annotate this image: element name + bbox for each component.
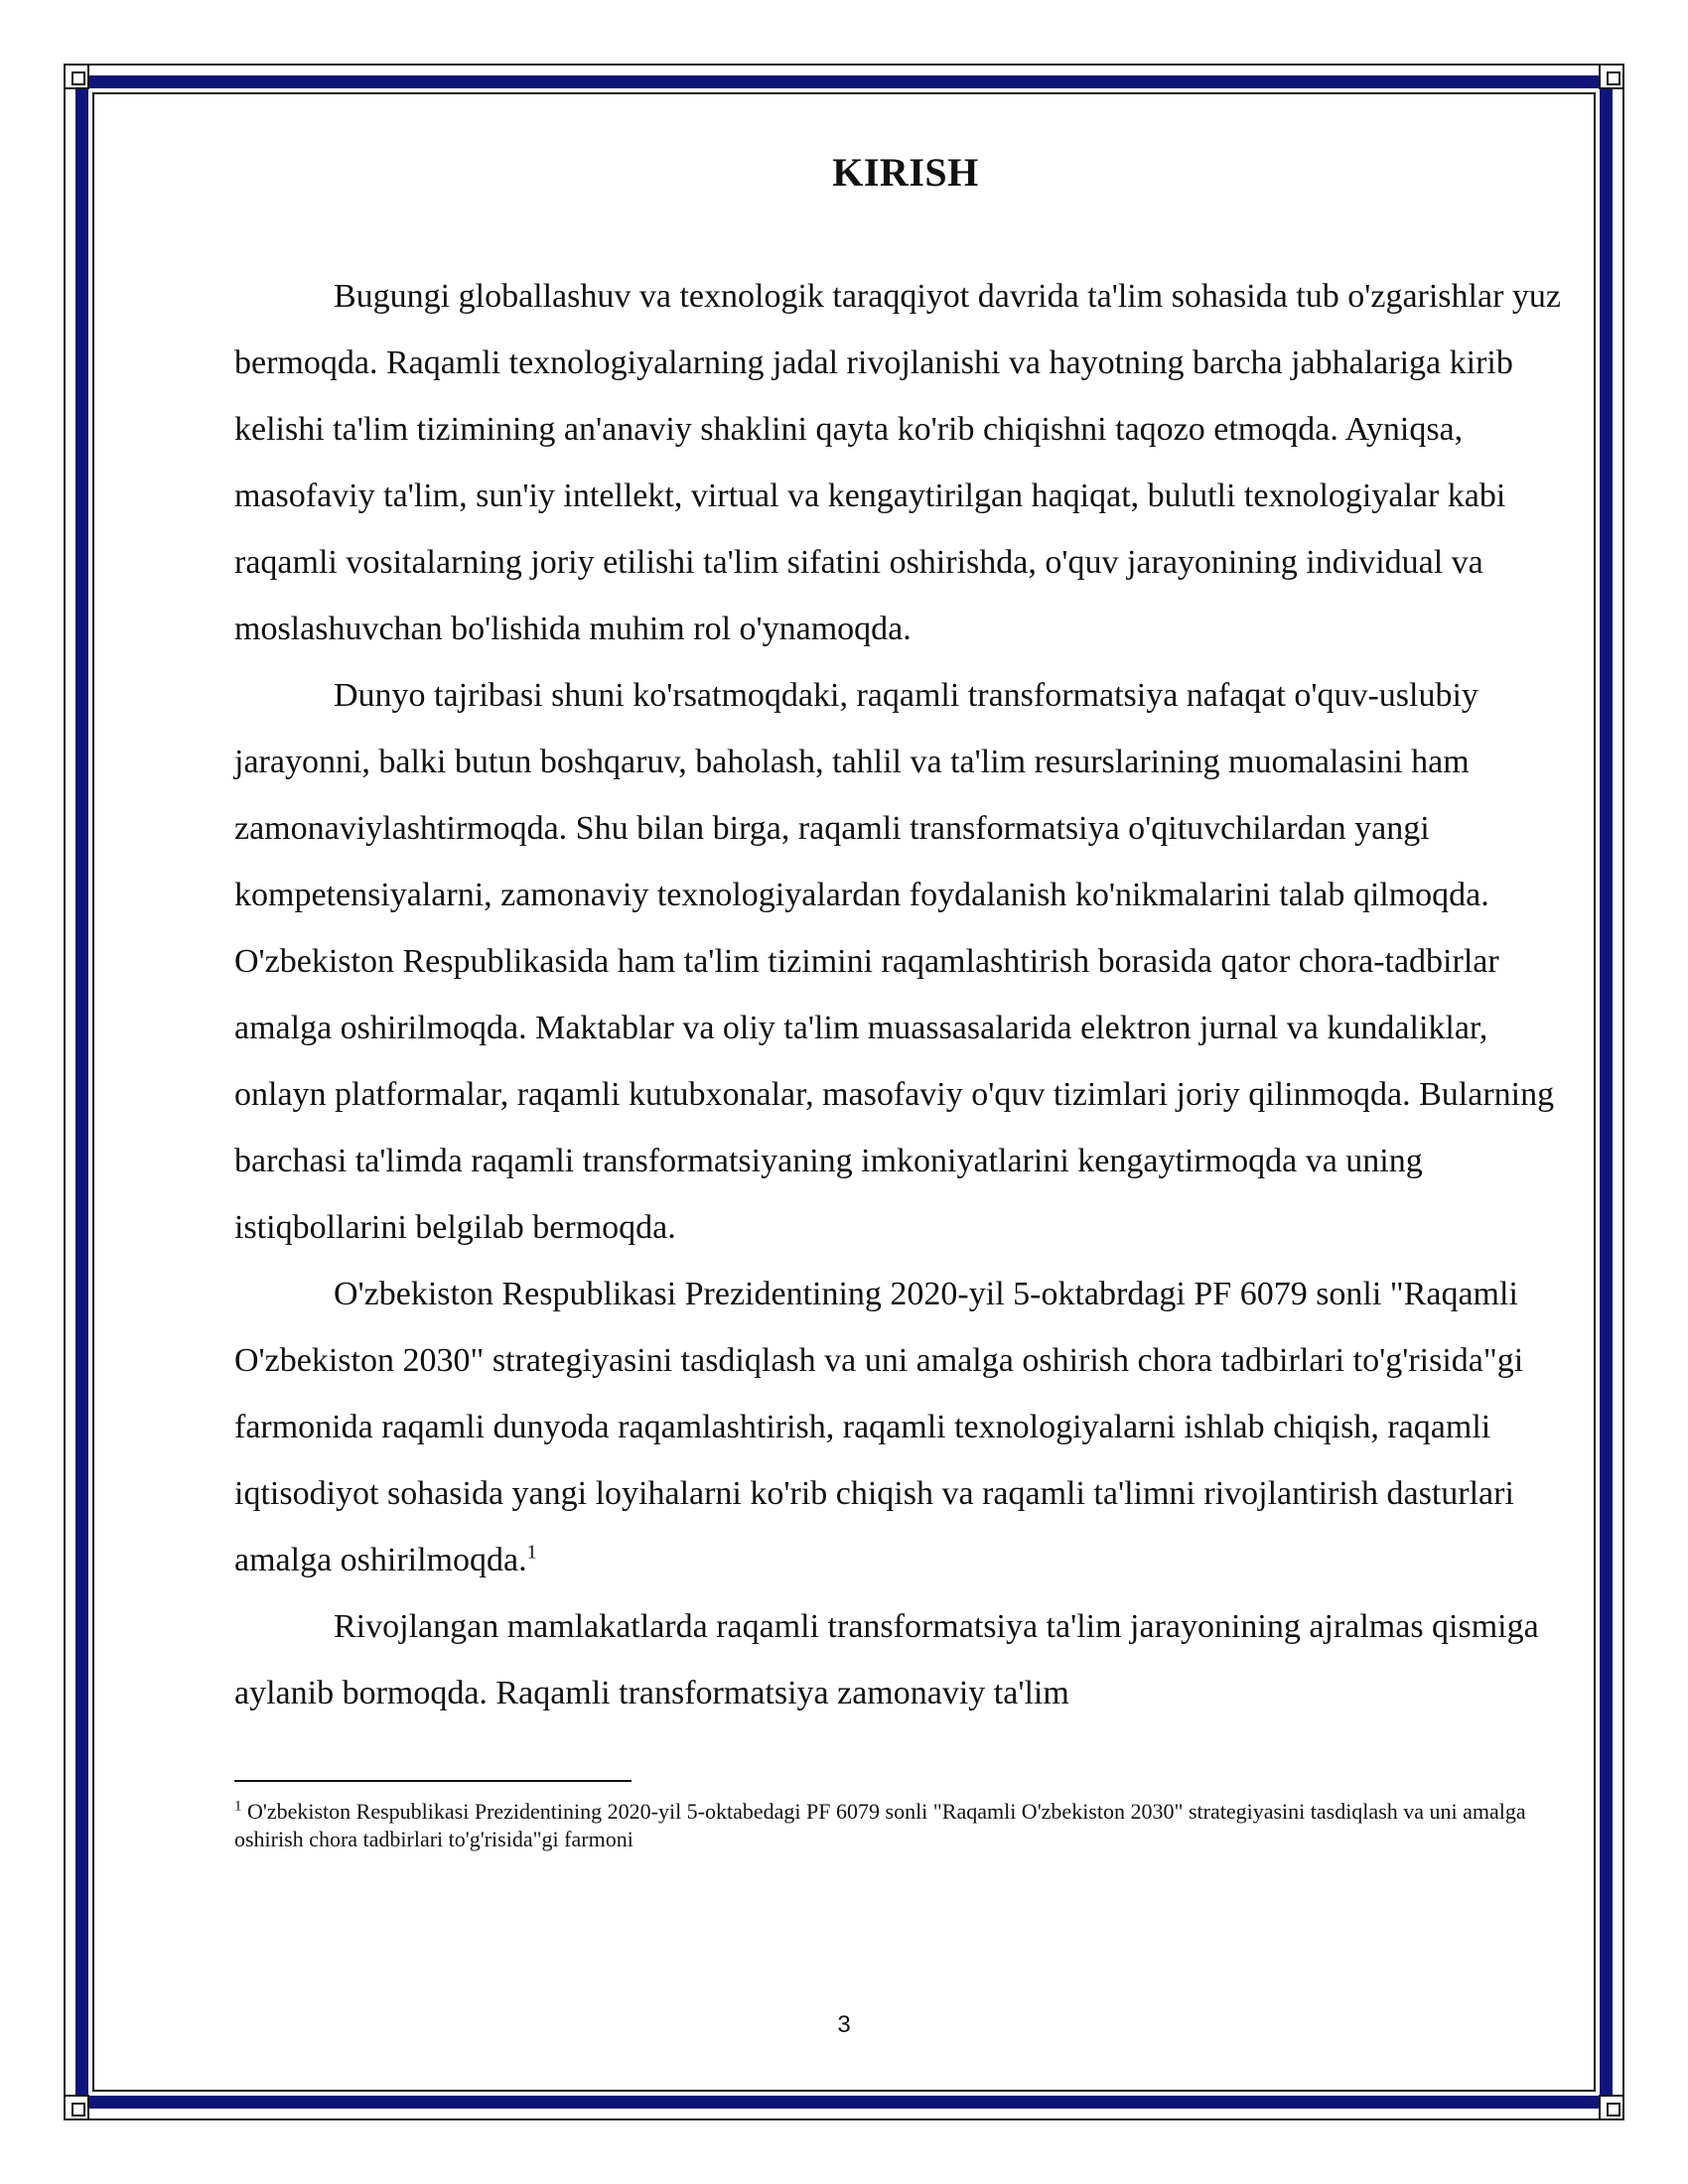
footnote-separator <box>234 1780 632 1782</box>
corner-ornament-bottom-left <box>64 2095 89 2120</box>
footnote-text: O'zbekiston Respublikasi Prezidentining 2020-yil 5-oktabedagi PF 6079 sonli "Raqamli O'zbekiston 2030" strategiyasini tasdiqlash va uni amalga oshirish chora tadbirlari to'g'risida"gi farmoni <box>234 1799 1526 1851</box>
footnote-mark: 1 <box>234 1798 242 1815</box>
paragraph-1 <box>234 263 1577 662</box>
paragraph-3-text: O'zbekiston Respublikasi Prezidentining 2020-yil 5-oktabrdagi PF 6079 sonli "Raqamli O'zbekiston 2030" strategiyasini tasdiqlash va uni amalga oshirish chora tadbirlari to'g'risida"gi farmonida raqamli dunyoda raqamlashtirish, raqamli texnologiyalarni ishlab chiqish, raqamli iqtisodiyot sohasida yangi loyihalarni ko'rib chiqish va raqamli ta'limni rivojlantirish dasturlari amalga oshirilmoqda. <box>234 1276 1524 1578</box>
paragraph-4 <box>234 1593 1577 1726</box>
footnote <box>234 1798 1577 1853</box>
page-content <box>234 149 1577 1853</box>
page-title: KIRISH <box>832 150 979 195</box>
paragraph-2 <box>234 662 1577 1261</box>
paragraph-4-text: Rivojlangan mamlakatlarda raqamli transformatsiya ta'lim jarayonining ajralmas qismiga aylanib bormoqda. Raqamli transformatsiya zamonaviy ta'lim <box>234 1608 1539 1711</box>
paragraph-2-text: Dunyo tajribasi shuni ko'rsatmoqdaki, raqamli transformatsiya nafaqat o'quv-uslubiy jarayonni, balki butun boshqaruv, baholash, tahlil va ta'lim resurslarining muomalasini ham zamonaviylashtirmoqda. Shu bilan birga, raqamli transformatsiya o'qituvchilardan yangi kompetensiyalarni, zamonaviy texnologiyalardan foydalanish ko'nikmalarini talab qilmoqda. O'zbekiston Respublikasida ham ta'lim tizimini raqamlashtirish borasida qator chora-tadbirlar amalga oshirilmoqda. Maktablar va oliy ta'lim muassasalarida elektron jurnal va kundaliklar, onlayn platformalar, raqamli kutubxonalar, masofaviy o'quv tizimlari joriy qilinmoqda. Bularning barchasi ta'limda raqamli transformatsiyaning imkoniyatlarini kengaytirmoqda va uning istiqbollarini belgilab bermoqda. <box>234 677 1555 1246</box>
paragraph-3 <box>234 1261 1577 1593</box>
corner-ornament-top-right <box>1599 64 1624 89</box>
paragraph-1-text: Bugungi globallashuv va texnologik taraqqiyot davrida ta'lim sohasida tub o'zgarishlar yuz bermoqda. Raqamli texnologiyalarning jadal rivojlanishi va hayotning barcha jabhalariga kirib kelishi ta'lim tizimining an'anaviy shaklini qayta ko'rib chiqishni taqozo etmoqda. Ayniqsa, masofaviy ta'lim, sun'iy intellekt, virtual va kengaytirilgan haqiqat, bulutli texnologiyalar kabi raqamli vositalarning joriy etilishi ta'lim sifatini oshirishda, o'quv jarayonining individual va moslashuvchan bo'lishida muhim rol o'ynamoqda. <box>234 278 1561 647</box>
footnote-reference[interactable]: 1 <box>526 1541 537 1564</box>
corner-ornament-bottom-right <box>1599 2095 1624 2120</box>
corner-ornament-top-left <box>64 64 89 89</box>
page-number: 3 <box>837 2011 851 2038</box>
